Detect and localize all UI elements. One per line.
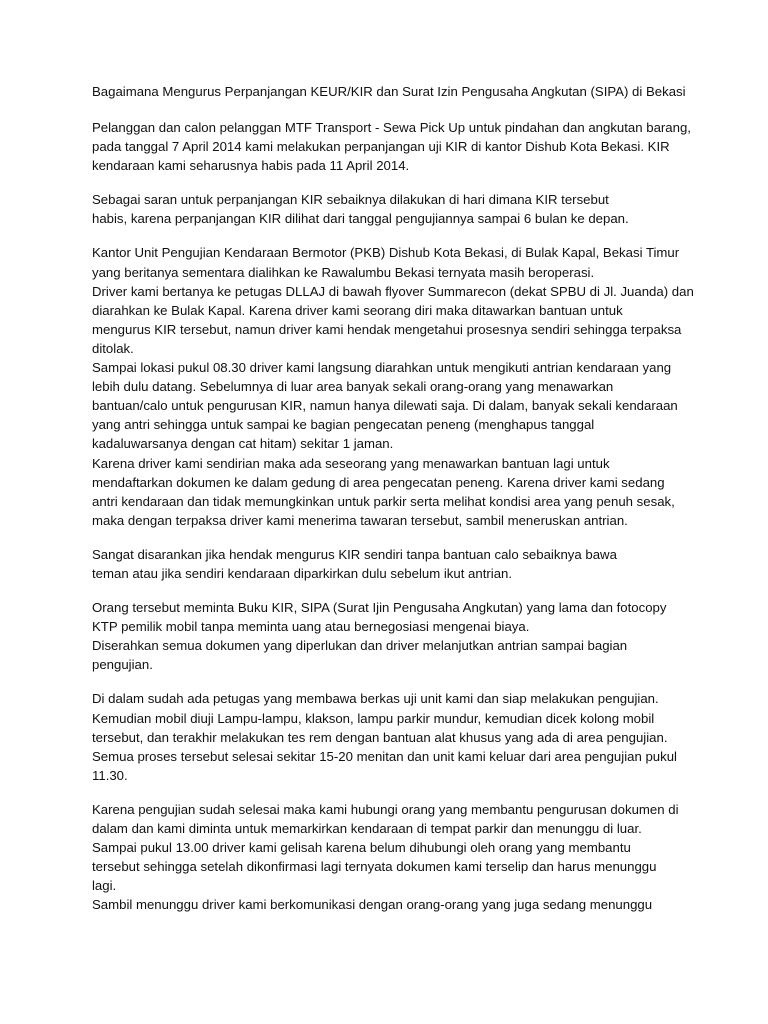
text-line: KTP pemilik mobil tanpa meminta uang atau bernegosiasi mengenai biaya. — [92, 619, 530, 635]
document-body — [92, 118, 732, 914]
text-line: Semua proses tersebut selesai sekitar 15-20 menitan dan unit kami keluar dari area pengujian pukul — [92, 748, 677, 764]
paragraph-1 — [92, 118, 732, 175]
text-line: mendaftarkan dokumen ke dalam gedung di area pengecatan peneng. Karena driver kami sedang — [92, 474, 665, 490]
paragraph-2 — [92, 190, 732, 228]
text-line: Sangat disarankan jika hendak mengurus KIR sendiri tanpa bantuan calo sebaiknya bawa — [92, 546, 617, 562]
text-line: bantuan/calo untuk pengurusan KIR, namun hanya dilewati saja. Di dalam, banyak sekali kendaraan — [92, 398, 678, 414]
text-line: Kemudian mobil diuji Lampu-lampu, klakson, lampu parkir mundur, kemudian dicek kolong mobil — [92, 710, 655, 726]
paragraph-6 — [92, 689, 732, 784]
paragraph-7 — [92, 800, 732, 915]
text-line: 11.30. — [92, 767, 128, 783]
text-line: tersebut sehingga setelah dikonfirmasi lagi ternyata dokumen kami terselip dan harus menunggu — [92, 859, 657, 875]
text-line: Sampai pukul 13.00 driver kami gelisah karena belum dihubungi oleh orang yang membantu — [92, 840, 631, 856]
text-line: Orang tersebut meminta Buku KIR, SIPA (Surat Ijin Pengusaha Angkutan) yang lama dan fotocopy — [92, 600, 667, 616]
text-line: Sampai lokasi pukul 08.30 driver kami langsung diarahkan untuk mengikuti antrian kendaraan yang — [92, 360, 672, 376]
text-line: Sebagai saran untuk perpanjangan KIR sebaiknya dilakukan di hari dimana KIR tersebut — [92, 192, 609, 208]
paragraph-5 — [92, 598, 732, 674]
text-line: pada tanggal 7 April 2014 kami melakukan perpanjangan uji KIR di kantor Dishub Kota Bekasi. KIR — [92, 139, 670, 155]
text-line: maka dengan terpaksa driver kami menerima tawaran tersebut, sambil meneruskan antrian. — [92, 512, 628, 528]
text-line: habis, karena perpanjangan KIR dilihat dari tanggal pengujiannya sampai 6 bulan ke depan. — [92, 211, 629, 227]
text-line: pengujian. — [92, 657, 153, 673]
text-line: ditolak. — [92, 340, 134, 356]
paragraph-3 — [92, 243, 732, 529]
text-line: Diserahkan semua dokumen yang diperlukan dan driver melanjutkan antrian sampai bagian — [92, 638, 628, 654]
text-line: diarahkan ke Bulak Kapal. Karena driver kami seorang diri maka ditawarkan bantuan untuk — [92, 302, 623, 318]
text-line: yang antri sehingga untuk sampai ke bagian pengecatan peneng (menghapus tanggal — [92, 417, 595, 433]
text-line: dalam dan kami diminta untuk memarkirkan kendaraan di tempat parkir dan menunggu di luar. — [92, 821, 642, 836]
text-line: antri kendaraan dan tidak memungkinkan untuk parkir serta melihat kondisi area yang penuh sesak, — [92, 493, 675, 509]
text-line: Pelanggan dan calon pelanggan MTF Transport - Sewa Pick Up untuk pindahan dan angkutan barang, — [92, 120, 691, 135]
text-line: Karena pengujian sudah selesai maka kami hubungi orang yang membantu pengurusan dokumen di — [92, 801, 679, 817]
text-line: tersebut, dan terakhir melakukan tes rem dengan bantuan alat khusus yang ada di area pengujian. — [92, 729, 668, 745]
text-line: lagi. — [92, 878, 117, 894]
paragraph-4 — [92, 545, 732, 583]
text-line: teman atau jika sendiri kendaraan diparkirkan dulu sebelum ikut antrian. — [92, 565, 513, 581]
text-line: Driver kami bertanya ke petugas DLLAJ di bawah flyover Summarecon (dekat SPBU di Jl. Juanda) dan — [92, 283, 694, 299]
text-line: Karena driver kami sendirian maka ada seseorang yang menawarkan bantuan lagi untuk — [92, 455, 610, 471]
text-line: lebih dulu datang. Sebelumnya di luar area banyak sekali orang-orang yang menawarkan — [92, 379, 614, 395]
text-line: yang beritanya sementara dialihkan ke Rawalumbu Bekasi ternyata masih beroperasi. — [92, 264, 595, 280]
text-line: Sambil menunggu driver kami berkomunikasi dengan orang-orang yang juga sedang menunggu — [92, 897, 653, 913]
text-line: mengurus KIR tersebut, namun driver kami hendak mengetahui prosesnya sendiri sehingga terpaksa — [92, 321, 682, 337]
text-line: Kantor Unit Pengujian Kendaraan Bermotor (PKB) Dishub Kota Bekasi, di Bulak Kapal, Bekasi Timur — [92, 245, 680, 261]
text-line: Di dalam sudah ada petugas yang membawa berkas uji unit kami dan siap melakukan pengujian. — [92, 691, 659, 707]
document-title: Bagaimana Mengurus Perpanjangan KEUR/KIR dan Surat Izin Pengusaha Angkutan (SIPA) di Bekasi — [92, 84, 686, 99]
text-line: kadaluwarsanya dengan cat hitam) sekitar 1 jaman. — [92, 436, 394, 452]
text-line: kendaraan kami seharusnya habis pada 11 April 2014. — [92, 158, 410, 174]
